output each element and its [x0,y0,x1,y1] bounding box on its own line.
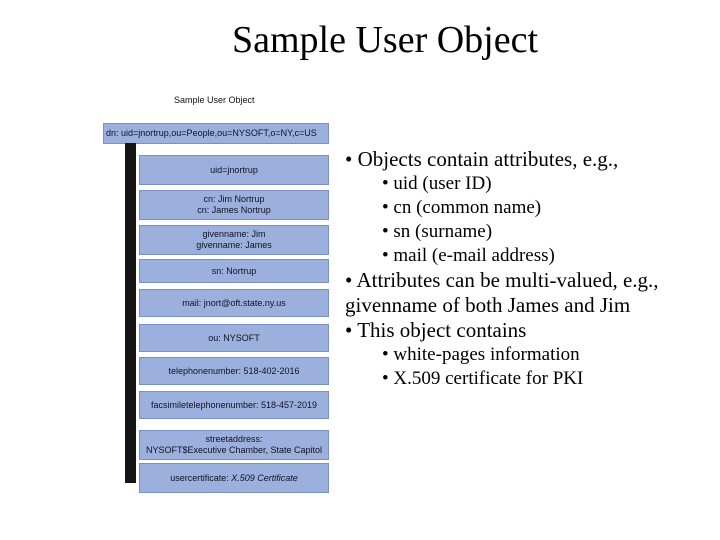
attr-ou [139,324,329,352]
attr-line: givenname: Jim [202,229,266,239]
diagram-spine [125,143,136,483]
attr-telephonenumber [139,357,329,385]
attr-line: givenname: James [196,240,272,250]
attr-line: sn: Nortrup [211,265,257,276]
attr-value: X.509 Certificate [231,472,298,483]
dn-bar: dn: uid=jnortrup,ou=People,ou=NYSOFT,o=NY,c=US [103,123,329,144]
attr-uid [139,155,329,185]
attr-facsimiletelephonenumber [139,391,329,419]
attr-line: NYSOFT$Executive Chamber, State Capitol [145,445,323,455]
attr-line: telephonenumber: 518-402-2016 [168,365,300,376]
sub-bullet-item: • white-pages information [382,344,580,365]
attr-line: cn: James Nortrup [197,205,271,215]
attr-sn [139,259,329,283]
attr-cn [139,190,329,220]
attr-label: usercertificate: [170,472,232,483]
attr-line: streetaddress: [205,434,263,444]
attr-line: uid=jnortrup [210,164,258,175]
sub-bullet-item: • cn (common name) [382,197,542,218]
diagram-caption: Sample User Object [174,95,255,105]
attr-line: mail: jnort@oft.state.ny.us [182,297,286,308]
slide-title: Sample User Object [231,19,539,61]
bullet-item: • This object contains [345,318,527,342]
bullet-item: • Objects contain attributes, e.g., [345,147,619,171]
attr-mail [139,289,329,317]
attr-line: ou: NYSOFT [208,332,260,343]
attr-givenname [139,225,329,255]
sub-bullet-item: • uid (user ID) [382,173,492,194]
attr-streetaddress [139,430,329,460]
bullet-list [345,147,715,391]
sub-bullet-item: • X.509 certificate for PKI [382,368,584,389]
bullet-item: • Attributes can be multi-valued, e.g., givenname of both James and Jim [345,268,659,317]
sub-bullet-item: • mail (e-mail address) [382,245,555,266]
attr-usercertificate [139,463,329,493]
attr-line: cn: Jim Nortrup [203,194,265,204]
attr-line: facsimiletelephonenumber: 518-457-2019 [150,399,318,410]
sub-bullet-item: • sn (surname) [382,221,493,242]
